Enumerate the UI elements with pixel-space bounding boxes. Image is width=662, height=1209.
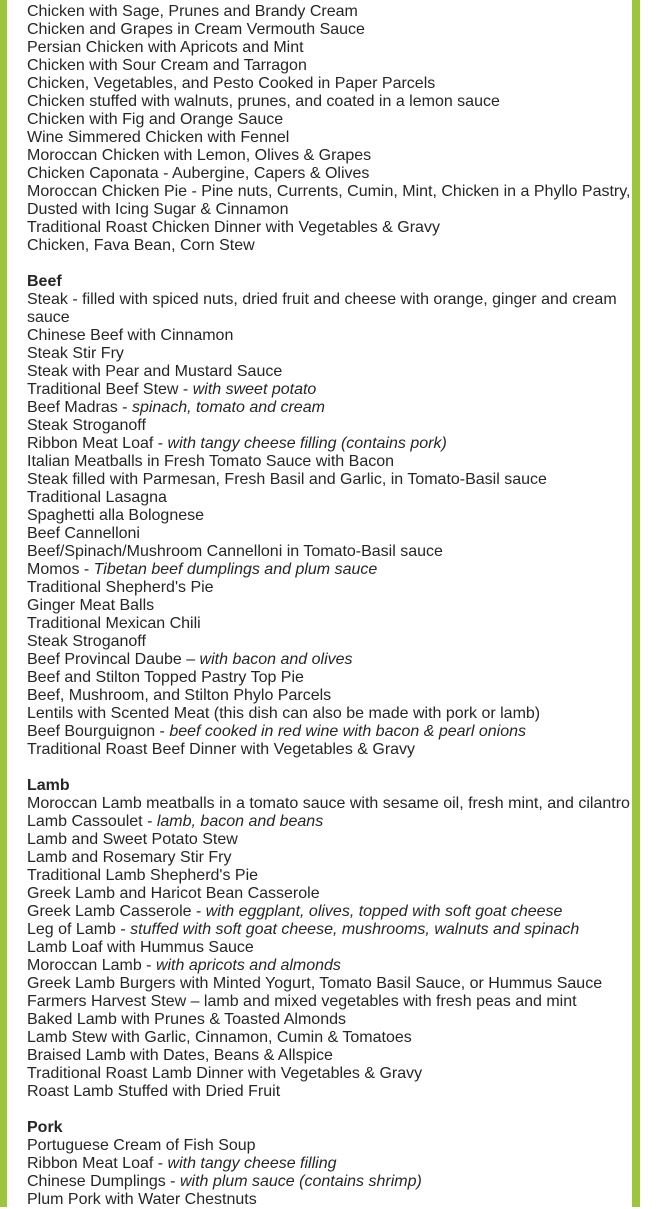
menu-item-text: Chinese Dumplings -	[27, 1173, 180, 1190]
menu-item-text: Traditional Roast Chicken Dinner with Vegetables & Gravy	[27, 219, 440, 236]
menu-item	[27, 21, 639, 39]
menu-item	[27, 489, 639, 507]
section-heading-pork: Pork	[27, 1119, 63, 1136]
menu-item-text: Traditional Beef Stew -	[27, 381, 193, 398]
menu-item-text: Lamb and Sweet Potato Stew	[27, 831, 238, 848]
menu-item	[27, 741, 639, 759]
section-heading-lamb: Lamb	[27, 777, 70, 794]
menu-item-note: beef cooked in red wine with bacon & pearl onions	[169, 723, 526, 740]
menu-item	[27, 651, 639, 669]
menu-item-text: Chicken with Sour Cream and Tarragon	[27, 57, 307, 74]
menu-item	[27, 3, 639, 21]
menu-item	[27, 1155, 639, 1173]
section-heading-beef: Beef	[27, 273, 62, 290]
menu-item	[27, 345, 639, 363]
section-gap	[27, 759, 639, 777]
menu-item	[27, 885, 639, 903]
menu-item-text: Lamb Loaf with Hummus Sauce	[27, 939, 254, 956]
menu-item-note: with tangy cheese filling	[167, 1155, 337, 1172]
menu-item-text: Lamb Cassoulet -	[27, 813, 157, 830]
menu-item	[27, 39, 639, 57]
menu-item-text: Moroccan Chicken Pie - Pine nuts, Currents, Cumin, Mint, Chicken in a Phyllo Pastry, Dusted with Icing Sugar & Cinnamon	[27, 183, 631, 218]
menu-item	[27, 381, 639, 399]
menu-item-text: Steak Stroganoff	[27, 633, 146, 650]
menu-item-text: Steak Stir Fry	[27, 345, 124, 362]
menu-item	[27, 75, 639, 93]
menu-item	[27, 165, 639, 183]
menu-item	[27, 831, 639, 849]
menu-item	[27, 435, 639, 453]
menu-item	[27, 1047, 639, 1065]
menu-item	[27, 579, 639, 597]
menu-item	[27, 849, 639, 867]
menu-item-text: Chicken stuffed with walnuts, prunes, and coated in a lemon sauce	[27, 93, 500, 110]
menu-item-text: Beef Provincal Daube –	[27, 651, 200, 668]
menu-item-text: Braised Lamb with Dates, Beans & Allspice	[27, 1047, 333, 1064]
menu-item-text: Steak filled with Parmesan, Fresh Basil and Garlic, in Tomato-Basil sauce	[27, 471, 547, 488]
menu-item-text: Moroccan Lamb meatballs in a tomato sauce with sesame oil, fresh mint, and cilantro	[27, 795, 630, 812]
menu-item	[27, 957, 639, 975]
menu-item	[27, 219, 639, 237]
menu-item-text: Traditional Roast Beef Dinner with Vegetables & Gravy	[27, 741, 416, 758]
menu-item-text: Steak - filled with spiced nuts, dried fruit and cheese with orange, ginger and cream sauce	[27, 291, 617, 326]
menu-item-text: Chicken, Vegetables, and Pesto Cooked in Paper Parcels	[27, 75, 436, 92]
menu-item-text: Beef Cannelloni	[27, 525, 140, 542]
page-border-left	[0, 0, 7, 1207]
menu-item	[27, 993, 639, 1011]
menu-item-text: Chinese Beef with Cinnamon	[27, 327, 234, 344]
menu-item-text: Traditional Roast Lamb Dinner with Vegetables & Gravy	[27, 1065, 423, 1082]
menu-item-text: Moroccan Lamb -	[27, 957, 156, 974]
menu-item	[27, 147, 639, 165]
menu-item-text: Lamb and Rosemary Stir Fry	[27, 849, 232, 866]
menu-item	[27, 633, 639, 651]
menu-item-text: Ribbon Meat Loaf -	[27, 435, 168, 452]
menu-item-text: Beef and Stilton Topped Pastry Top Pie	[27, 669, 304, 686]
menu-item	[27, 723, 639, 741]
section-gap	[27, 255, 639, 273]
menu-item-text: Beef Bourguignon -	[27, 723, 170, 740]
menu-item	[27, 615, 639, 633]
menu-item-note: spinach, tomato and cream	[131, 399, 325, 416]
menu-item-text: Baked Lamb with Prunes & Toasted Almonds	[27, 1011, 346, 1028]
menu-item	[27, 1011, 639, 1029]
menu-item-text: Leg of Lamb -	[27, 921, 131, 938]
menu-item	[27, 687, 639, 705]
menu-item-text: Beef/Spinach/Mushroom Cannelloni in Tomato-Basil sauce	[27, 543, 443, 560]
menu-item	[27, 417, 639, 435]
menu-item-text: Wine Simmered Chicken with Fennel	[27, 129, 290, 146]
menu-item-note: Tibetan beef dumplings and plum sauce	[93, 561, 378, 578]
menu-item-note: with plum sauce (contains shrimp)	[179, 1173, 422, 1190]
menu-item	[27, 363, 639, 381]
menu-item-text: Spaghetti alla Bolognese	[27, 507, 205, 524]
menu-item-text: Roast Lamb Stuffed with Dried Fruit	[27, 1083, 281, 1100]
menu-item-text: Farmers Harvest Stew – lamb and mixed vegetables with fresh peas and mint	[27, 993, 577, 1010]
menu-item	[27, 795, 639, 813]
menu-item-text: Plum Pork with Water Chestnuts	[27, 1191, 257, 1208]
menu-item-text: Lentils with Scented Meat (this dish can also be made with pork or lamb)	[27, 705, 541, 722]
menu-item	[27, 1191, 639, 1209]
menu-item-text: Greek Lamb Casserole -	[27, 903, 206, 920]
menu-item-note: with eggplant, olives, topped with soft goat cheese	[205, 903, 563, 920]
menu-item	[27, 1173, 639, 1191]
menu-item	[27, 561, 639, 579]
section-gap	[27, 1101, 639, 1119]
menu-item	[27, 237, 639, 255]
menu-item	[27, 327, 639, 345]
menu-item	[27, 939, 639, 957]
menu-item	[27, 291, 639, 327]
menu-item	[27, 93, 639, 111]
menu-item-note: with bacon and olives	[199, 651, 353, 668]
menu-item	[27, 399, 639, 417]
menu-item	[27, 453, 639, 471]
menu-item	[27, 1029, 639, 1047]
menu-item-note: with apricots and almonds	[155, 957, 341, 974]
menu-item	[27, 669, 639, 687]
menu-item-text: Chicken and Grapes in Cream Vermouth Sauce	[27, 21, 365, 38]
menu-item	[27, 1065, 639, 1083]
menu-item-text: Greek Lamb Burgers with Minted Yogurt, Tomato Basil Sauce, or Hummus Sauce	[27, 975, 603, 992]
menu-item-text: Portuguese Cream of Fish Soup	[27, 1137, 256, 1154]
menu-item	[27, 57, 639, 75]
menu-item-note: lamb, bacon and beans	[156, 813, 324, 830]
menu-item-note: with tangy cheese filling (contains pork)	[167, 435, 447, 452]
menu-list	[27, 3, 639, 1209]
menu-item-text: Ginger Meat Balls	[27, 597, 155, 614]
menu-item	[27, 525, 639, 543]
menu-item	[27, 867, 639, 885]
menu-item-text: Persian Chicken with Apricots and Mint	[27, 39, 304, 56]
menu-item-text: Traditional Lasagna	[27, 489, 167, 506]
menu-item-note: stuffed with soft goat cheese, mushrooms, walnuts and spinach	[130, 921, 580, 938]
menu-item	[27, 813, 639, 831]
menu-item	[27, 975, 639, 993]
menu-item-text: Ribbon Meat Loaf -	[27, 1155, 168, 1172]
menu-item	[27, 111, 639, 129]
menu-item-text: Beef Madras -	[27, 399, 132, 416]
menu-item-text: Traditional Shepherd's Pie	[27, 579, 214, 596]
menu-item	[27, 1137, 639, 1155]
menu-item-text: Beef, Mushroom, and Stilton Phylo Parcels	[27, 687, 332, 704]
menu-item	[27, 543, 639, 561]
menu-item-text: Chicken Caponata - Aubergine, Capers & Olives	[27, 165, 370, 182]
menu-item-text: Chicken with Fig and Orange Sauce	[27, 111, 284, 128]
menu-item-text: Italian Meatballs in Fresh Tomato Sauce with Bacon	[27, 453, 395, 470]
menu-item-text: Momos -	[27, 561, 94, 578]
menu-item	[27, 903, 639, 921]
menu-item-note: with sweet potato	[192, 381, 317, 398]
menu-item-text: Steak with Pear and Mustard Sauce	[27, 363, 283, 380]
menu-item-text: Chicken with Sage, Prunes and Brandy Cream	[27, 3, 358, 20]
menu-item	[27, 183, 639, 219]
menu-item	[27, 129, 639, 147]
menu-item	[27, 921, 639, 939]
menu-item-text: Chicken, Fava Bean, Corn Stew	[27, 237, 255, 254]
menu-item	[27, 705, 639, 723]
menu-item	[27, 507, 639, 525]
menu-item-text: Steak Stroganoff	[27, 417, 146, 434]
menu-item	[27, 1083, 639, 1101]
menu-item-text: Lamb Stew with Garlic, Cinnamon, Cumin & Tomatoes	[27, 1029, 412, 1046]
menu-item-text: Traditional Mexican Chili	[27, 615, 201, 632]
menu-item-text: Traditional Lamb Shepherd's Pie	[27, 867, 259, 884]
menu-item-text: Greek Lamb and Haricot Bean Casserole	[27, 885, 320, 902]
menu-item	[27, 597, 639, 615]
menu-item	[27, 471, 639, 489]
menu-item-text: Moroccan Chicken with Lemon, Olives & Grapes	[27, 147, 372, 164]
